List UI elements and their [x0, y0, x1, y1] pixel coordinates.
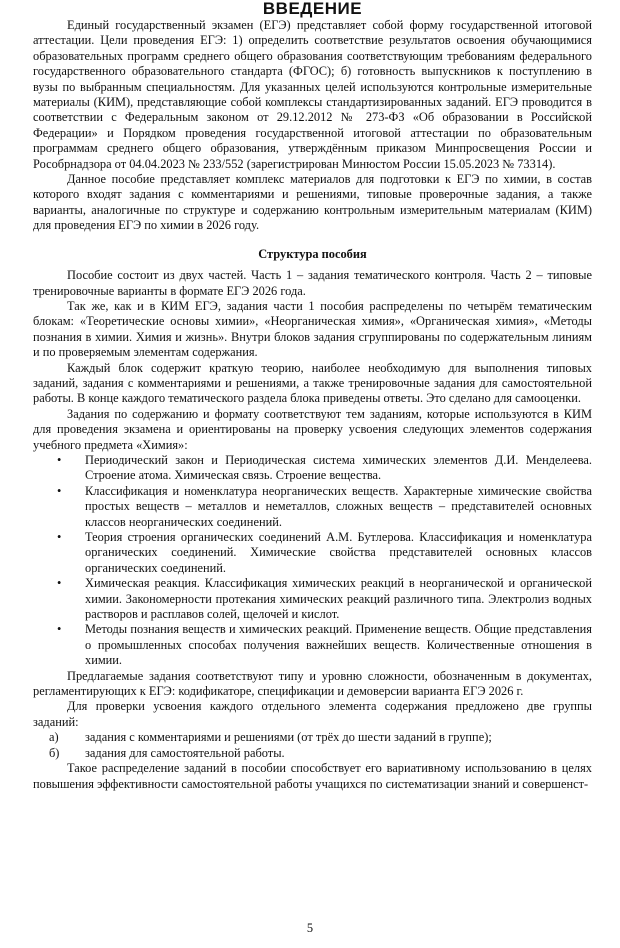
group-marker: б) [49, 745, 60, 760]
list-item [33, 622, 592, 668]
section-heading: Структура пособия [258, 246, 367, 261]
after-paragraph-1: Предлагаемые задания соответствуют типу и уровню сложности, обозначенным в документах, регламентирующих к ЕГЭ: кодификаторе, спецификации и демоверсии варианта ЕГЭ 2026 г. [33, 668, 592, 699]
content-elements-list [33, 453, 592, 669]
list-item-text: Методы познания веществ и химических реакций. Применение веществ. Общие представления о промышленных способах получения важнейших веществ. Количественные отношения в химии. [85, 622, 592, 668]
list-item [33, 730, 592, 745]
bullet-marker: • [57, 530, 62, 544]
list-item [33, 576, 592, 622]
structure-paragraph-3: Каждый блок содержит краткую теорию, наиболее необходимую для выполнения типовых заданий, задания с комментариями и решениями, а также тренировочные задания для самостоятельной работы. В конце каждого тематического раздела блока приведены ответы. Это сделано для самооценки. [33, 360, 592, 406]
list-item-text: Классификация и номенклатура неорганических веществ. Характерные химические свойства простых веществ – металлов и неметаллов, сложных веществ – представителей основных классов неорганических соединений. [85, 483, 592, 529]
list-item [33, 484, 592, 530]
after-paragraph-2: Для проверки усвоения каждого отдельного элемента содержания предложено две группы заданий: [33, 699, 592, 729]
list-item [33, 530, 592, 576]
list-item-text: Теория строения органических соединений А.М. Бутлерова. Классификация и номенклатура органических соединений. Химические свойства представителей основных классов органических соединений. [85, 530, 592, 575]
spacer [33, 234, 592, 247]
bullet-marker: • [57, 452, 62, 467]
list-item-text: Периодический закон и Периодическая система химических элементов Д.И. Менделеева. Строение атома. Химическая связь. Строение вещества. [85, 452, 592, 483]
structure-paragraph-4: Задания по содержанию и формату соответствуют тем заданиям, которые используются в КИМ для проведения экзамена и ориентированы на проверку усвоения следующих элементов содержания учебного предмета «Химия»: [33, 406, 592, 452]
list-item-text: задания с комментариями и решениями (от трёх до шести заданий в группе); [85, 730, 492, 745]
intro-paragraph-2: Данное пособие представляет комплекс материалов для подготовки к ЕГЭ по химии, в состав которого входят задания с комментариями и решениями, типовые проверочные задания, а также варианты, аналогичные по структуре и содержанию контрольным измерительным материалам (КИМ) для проведения ЕГЭ по химии в 2026 году. [33, 172, 592, 233]
structure-paragraph-1: Пособие состоит из двух частей. Часть 1 – задания тематического контроля. Часть 2 – типовые тренировочные варианты в формате ЕГЭ 2026 года. [33, 268, 592, 298]
closing-paragraph: Такое распределение заданий в пособии способствует его вариативному использованию в целях повышения эффективности самостоятельной работы учащихся по систематизации знаний и совершенст- [33, 761, 592, 791]
bullet-marker: • [57, 576, 62, 591]
bullet-marker: • [57, 622, 62, 637]
page-number: 5 [306, 921, 314, 935]
structure-paragraph-2: Так же, как и в КИМ ЕГЭ, задания части 1 пособия распределены по четырём тематическим блокам: «Теоретические основы химии», «Неорганическая химия», «Органическая химия», «Методы познания в химии. Химия и жизнь». Внутри блоков задания сгруппированы по содержательным линиям и по проверяемым элементам содержания. [33, 298, 592, 360]
list-item-text: Химическая реакция. Классификация химических реакций в неорганической и органической химии. Закономерности протекания химических реакций различного типа. Электролиз водных растворов и расплавов солей, щелочей и кислот. [85, 576, 592, 622]
group-marker: а) [49, 730, 59, 745]
list-item [33, 453, 592, 484]
bullet-marker: • [57, 483, 62, 498]
page-title: ВВЕДЕНИЕ [262, 0, 363, 18]
intro-paragraph-1: Единый государственный экзамен (ЕГЭ) представляет собой форму государственной итоговой аттестации. Цели проведения ЕГЭ: 1) определить соответствие результатов освоения обучающимися образовательных программ среднего общего образования соответствующим требованиям федерального государственного образовательного стандарта (ФГОС); б) готовность выпускников к поступлению в вузы по выбранным специальностям. Для указанных целей используются контрольные измерительные материалы (КИМ), представляющие собой комплексы стандартизированных заданий. ЕГЭ проводится в соответствии с Федеральным законом от 29.12.2012 № 273-ФЗ «Об образовании в Российской Федерации» и Порядком проведения государственной итоговой аттестации по образовательным программам среднего общего образования, утверждённым приказом Минпросвещения России и Рособрнадзора от 04.04.2023 № 233/552 (зарегистрирован Минюстом России 15.05.2023 № 73314). [33, 18, 592, 171]
task-groups-list [33, 730, 592, 761]
list-item [33, 746, 592, 761]
list-item-text: задания для самостоятельной работы. [85, 745, 285, 760]
